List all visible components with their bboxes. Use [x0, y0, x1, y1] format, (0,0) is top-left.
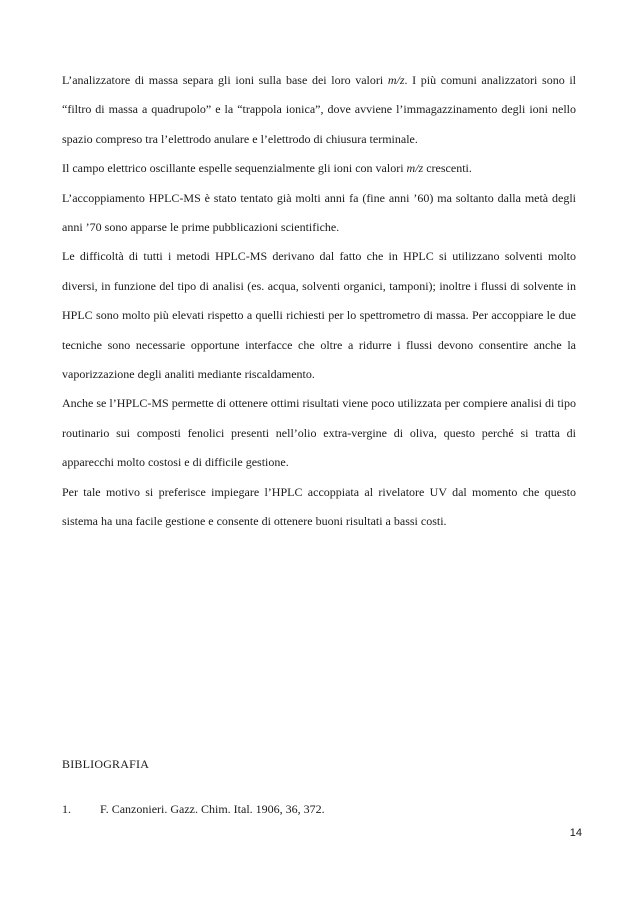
mz-italic: m/z — [387, 73, 405, 87]
paragraph-hplc-ms-usage: Anche se l’HPLC-MS permette di ottenere ottimi risultati viene poco utilizzata per compiere analisi di tipo routinario sui composti fenolici presenti nell’olio extra-vergine di oliva, questo perché si tratta di apparecchi molto costosi e di difficile gestione. — [62, 396, 576, 470]
bibliography-heading: BIBLIOGRAFIA — [62, 757, 150, 771]
paragraph-hplc-ms-difficulties: Le difficoltà di tutti i metodi HPLC-MS derivano dal fatto che in HPLC si utilizzano solventi molto diversi, in funzione del tipo di analisi (es. acqua, solventi organici, tamponi); inoltre i flussi di solvente in HPLC sono molto più elevati rispetto a quelli richiesti per lo spettrometro di massa. Per accoppiare le due tecniche sono necessarie opportune interfacce che oltre a ridurre i flussi devono consentire anche la vaporizzazione degli analiti mediante riscaldamento. — [62, 249, 576, 382]
paragraph-mass-analyzer: L’analizzatore di massa separa gli ioni sulla base dei loro valori m/z. I più comuni analizzatori sono il “filtro di massa a quadrupolo” e la “trappola ionica”, dove avviene l’immagazzinamento degli ioni nello spazio compreso tra l’elettrodo anulare e l’elettrodo di chiusura terminale. — [62, 73, 577, 146]
bibliography-entry-text: F. Canzonieri. Gazz. Chim. Ital. 1906, 36, 372. — [100, 802, 325, 816]
bibliography-entry — [62, 801, 576, 817]
paragraph-hplc-uv: Per tale motivo si preferisce impiegare l’HPLC accoppiata al rivelatore UV dal momento che questo sistema ha una facile gestione e consente di ottenere buoni risultati a bassi costi. — [62, 484, 576, 529]
mz-italic: m/z — [406, 161, 424, 176]
body-text — [62, 66, 576, 537]
bibliography-entry-number: 1. — [62, 802, 71, 816]
paragraph-electric-field: Il campo elettrico oscillante espelle sequenzialmente gli ioni con valori m/z crescenti. — [62, 161, 472, 176]
page-number: 14 — [569, 827, 582, 839]
paragraph-hplc-ms-history: L’accoppiamento HPLC-MS è stato tentato già molti anni fa (fine anni ’60) ma soltanto dalla metà degli anni ’70 sono apparse le prime pubblicazioni scientifiche. — [62, 190, 576, 235]
